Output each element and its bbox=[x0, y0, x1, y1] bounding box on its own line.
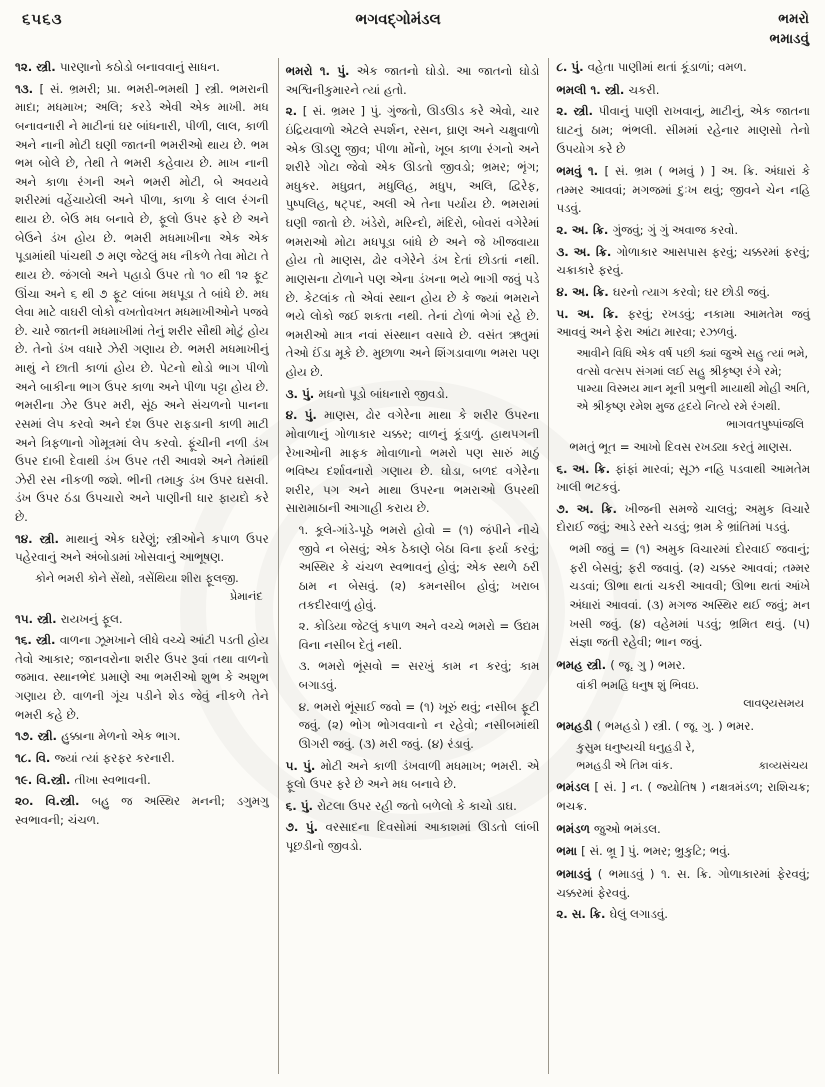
verse-attribution: કાવ્યસંચય bbox=[758, 758, 809, 772]
guide-word-first: ભમરો bbox=[778, 11, 809, 27]
headword: ભમાડવું bbox=[556, 866, 598, 881]
dict-entry: ૨. [ સં. ભ્રમર ] પું. ગુંજતો, ઊડઊડ કરે એવો, ચાર ઇંદ્રિયવાળો એટલે સ્પર્શન, રસન, ઘ્રાણ અને ચક્ષુવાળો એક ઊડણુ જીવ; પીળા મોંનો, ખૂબ કાળા રંગનો અને શરીરે ગોટા જેવો એક ઊડતો જીવડો; ભ્રમર; ભૃંગ; મધુકર. મધુવ્રત, મધુલિહ, મધુપ, અલિ, દ્વિરેફ, પુષ્પલિહ, ષટ્પદ, અલી એ તેના પર્યાય છે. ભમરામાં ઘણી જાતો છે. ખંડેરો, મરિન્દો, મંદિરો, બોવરાં વગેરેમાં ભમરાઓ મોટા મધપૂડા બાંધે છે અને જે ખીજવાયા હોય તો માણસ, ઢોર વગેરેને ડંખ દેતાં છોડતાં નથી. માણસના ટોળાને પણ એના ડંખના ભયે ભાગી જવું પડે છે. કેટલાંક તો એવાં સ્થાન હોય છે કે જ્યાં ભમરાને ભયે લોકો જઈ શકતા નથી. તેનાં ટોળાં ભેગાં રહે છે. ભમરીઓ માત્ર નવાં સંસ્થાન વસાવે છે. વસંત ઋતુમાં તેઓ ઈંડા મૂકે છે. મુછાળા અને શિંગડાવાળા ભમરા પણ હોય છે. bbox=[285, 104, 540, 379]
headword: ૧૬. સ્ત્રી. bbox=[15, 633, 60, 648]
headword: ૪. અ. ક્રિ. bbox=[556, 284, 613, 299]
dict-entry: ૧૭. સ્ત્રી. હુક્કાના મેળનો એક ભાગ. bbox=[15, 729, 181, 744]
dict-verse: કુસુમ ધનુષ્યચી ધનુહડી રે, bbox=[576, 740, 695, 754]
headword: ૨. સ્ત્રી. bbox=[556, 104, 599, 119]
dict-headentry: ભમા [ સં. ભ્રૂ ] પું. ભમર; ભ્રુકુટિ; ભવું. bbox=[556, 844, 731, 859]
headword: ૫. પું. bbox=[285, 758, 321, 773]
dict-attribution: લાવણ્યસમય bbox=[743, 697, 805, 711]
dict-idiom: ભમતું ભૂત = આખો દિવસ રખડ્યા કરતું માણસ. bbox=[569, 439, 793, 454]
dict-headentry: ભમરો ૧. પું. એક જાતનો ઘોડો. આ જાતનો ઘોડો અશ્વિનીકુમારને ત્યાં હતો. bbox=[285, 64, 540, 97]
headword: ૧૫. સ્ત્રી. bbox=[15, 611, 61, 626]
dict-headentry: ભમાડવું ( ભમાડવું ) ૧. સ. ક્રિ. ગોળાકારમાં ફેરવવું; ચક્કરમાં ફેરવવું. bbox=[556, 866, 811, 900]
guide-words bbox=[770, 10, 809, 49]
dict-headentry: ભમંડળ જુઓ ભમંડલ. bbox=[556, 821, 661, 836]
headword: ૨૦. વિ.સ્ત્રી. bbox=[15, 794, 92, 809]
dict-entry: ૪. પું. માણસ, ઢોર વગેરેના માથા કે શરીર ઉપરના મોવાળાનું ગોળાકાર ચક્કર; વાળનું કૂંડાળું. હાથપગની રેખાઓની માફક મોવાળાનો ભમરો પણ સારું માઠું ભવિષ્ય દર્શાવનારો ગણાય છે. ઘોડા, બળદ વગેરેના શરીર, પગ અને માથા ઉપરના ભમરાઓ ઉપરથી સારામાઠાની આગાહી કરાય છે. bbox=[285, 408, 540, 516]
headword: ૨. bbox=[285, 104, 303, 119]
dict-attribution: પ્રેમાનંદ bbox=[229, 589, 263, 603]
dict-idiom: ૪. ભમરો ભૂંસાઈ જવો = (૧) ખૂરું થવું; નસીબ ફૂટી જવું. (૨) ભોગ ભોગવવાનો ન રહેવો; નસીબમાંથી ઊગરી જવું. (૩) મરી જવું. (૪) રંડાવું. bbox=[298, 699, 540, 751]
page-number: ૬૫૬૩ bbox=[22, 10, 63, 28]
dict-headentry: ભમવું ૧. [ સં. ભ્રમ ( ભમવું ) ] અ. ક્રિ. અંધારાં કે તમ્મર આવવાં; મગજમાં દુઃખ થવું; જીવને ચેન નહિ પડવું. bbox=[556, 164, 811, 216]
dict-entry: ૧૫. સ્ત્રી. રાયખનું ફૂલ. bbox=[15, 611, 123, 626]
dict-entry: ૫. પું. મોટી અને કાળી ડંખવાળી મધમાખ; ભમરી. એ ફૂલો ઉપર ફરે છે અને મધ બનાવે છે. bbox=[285, 758, 540, 792]
dict-entry: ૮. પું. વહેતા પાણીમાં થતાં કૂંડાળાં; વમળ. bbox=[556, 60, 747, 74]
dict-entry: ૭. અ. ક્રિ. ખીજની સમજે ચાલવું; અમુક વિચારે દોરાઈ જવું; આડે રસ્તે ચડવું; ભ્રમ કે ભ્રાંતિમાં પડવું. bbox=[556, 501, 811, 535]
dict-attribution: ભાગવતપુષ્પાંજલિ bbox=[726, 418, 805, 432]
headword: ૬. પું. bbox=[285, 798, 318, 813]
dict-entry: ૧૯. વિ.સ્ત્રી. તીખા સ્વભાવની. bbox=[15, 772, 151, 787]
headword: ૭. અ. ક્રિ. bbox=[556, 501, 625, 516]
dict-entry: ૫. અ. ક્રિ. ફરવું; રખડવું; નકામા આમતેમ જવું આવવું અને ફેરા આંટા મારવા; રઝળવું. bbox=[556, 306, 811, 340]
headword: ૭. પું. bbox=[285, 820, 326, 835]
headword: ૨. અ. ક્રિ. bbox=[556, 223, 613, 237]
headword: ભમહડી bbox=[556, 719, 597, 734]
dict-entry: ૧૪. સ્ત્રી. માથાનું એક ઘરેણું; સ્ત્રીઓને કપાળ ઉપર પહેરવાનું અને અંબોડામાં ખોસવાનું આભૂષણ. bbox=[15, 531, 269, 565]
dict-verse: કોને ભમરી કોને સેંથો, ત્રસેંથિયા શીરા ફૂલજી. bbox=[35, 571, 239, 585]
headword: ભમા bbox=[556, 844, 582, 859]
dict-verse: વત્સો વત્સપ સંગમાં લઈ સહુ શ્રીકૃષ્ણ રંગે રમે; bbox=[576, 364, 782, 378]
dict-verse: એ શ્રીકૃષ્ણ રમેશ મુજ હૃદયે નિત્યે રમે રંગથી. bbox=[576, 400, 781, 414]
dict-verse: વાંકી ભમહિ ધનુષ શું ભિવઇ. bbox=[576, 679, 700, 693]
column-3 bbox=[548, 58, 819, 1074]
headword: ભમંડલ bbox=[556, 780, 595, 795]
dict-entry: ૩. અ. ક્રિ. ગોળાકાર આસપાસ ફરવું; ચક્કરમાં ફરવું; ચક્રાકારે ફરવું. bbox=[556, 244, 811, 278]
headword: ૫. અ. ક્રિ. bbox=[556, 306, 628, 321]
headword: ૩. અ. ક્રિ. bbox=[556, 244, 617, 259]
dict-idiom: ભમી જવું = (૧) અમુક વિચારમાં દોરવાઈ જવાનું; ફરી બેસવું; ફરી જવાવું. (૨) ચક્કર આવવાં; તમ્મર ચડવાં; ઊભા થતાં ચકરી આવવી; ઊભા થતાં આંખે અંધારાં આવવાં. (૩) મગજ અસ્થિર થઈ જવું; મન ખસી જવું. (૪) વહેમમાં પડવું; ભ્રમિત થવું. (૫) સંજ્ઞા જતી રહેવી; ભાન જવું. bbox=[569, 542, 811, 650]
headword: ૩. પું. bbox=[285, 386, 319, 401]
headword: ૪. પું. bbox=[285, 408, 325, 423]
dict-entry: ૨. સ. ક્રિ. ઘેલું લગાડવું. bbox=[556, 907, 668, 922]
headword: ૧૮. વિ. bbox=[15, 750, 55, 765]
headword: ૧૭. સ્ત્રી. bbox=[15, 729, 62, 744]
dict-headentry: ભમહ સ્ત્રી. ( જૂ. ગુ ) ભમર. bbox=[556, 657, 686, 672]
dict-entry: ૨૦. વિ.સ્ત્રી. બહુ જ અસ્થિર મનની; ડગુમગુ સ્વભાવની; ચંચળ. bbox=[15, 794, 269, 827]
dict-entry: ૧૨. સ્ત્રી. પારણાનો કઠોડો બનાવવાનું સાધન. bbox=[15, 60, 220, 74]
headword: ભમહ સ્ત્રી. bbox=[556, 657, 611, 672]
dict-headentry: ભમહડી ( ભમહડો ) સ્ત્રી. ( જૂ. ગુ. ) ભમર. bbox=[556, 719, 755, 734]
headword: ૨. સ. ક્રિ. bbox=[556, 907, 610, 922]
dict-entry: ૧૮. વિ. જ્યાં ત્યાં ફરફર કરનારી. bbox=[15, 750, 175, 765]
dict-verse: ભમહડી એ તિમ વાંક. કાવ્યસંચય bbox=[556, 757, 810, 775]
dict-entry: ૪. અ. ક્રિ. ઘરનો ત્યાગ કરવો; ઘર છોડી જવું. bbox=[556, 284, 770, 299]
dict-idiom: ૩. ભમરો ભૂંસવો = સરખું કામ ન કરવું; કામ બગાડવું. bbox=[298, 659, 540, 692]
headword: ૧૩. bbox=[15, 81, 40, 96]
dict-entry: ૨. અ. ક્રિ. ગુંજવું; ગું ગું અવાજ કરવો. bbox=[556, 223, 739, 237]
headword: ૬. અ. ક્રિ. bbox=[556, 461, 616, 476]
dict-entry: ૨. સ્ત્રી. પીવાનું પાણી રાખવાનું, માટીનું, એક જાતના ઘાટનું ઠામ; ભંભલી. સીમમાં રહેનાર માણસો તેનો ઉપયોગ કરે છે bbox=[556, 104, 811, 156]
dict-verse: પામ્યા વિસ્મય માન મૂની પ્રભુની માયાથી મોહી અતિ, bbox=[576, 382, 810, 396]
dict-verse: આવીને વિધિ એક વર્ષ પછી ક્યાં જુએ સહુ ત્યાં ભમે, bbox=[576, 346, 809, 360]
headword: ભમલી ૧. સ્ત્રી. bbox=[556, 82, 629, 97]
dict-headentry: ભમલી ૧. સ્ત્રી. ચકરી. bbox=[556, 82, 660, 97]
dict-headentry: ભમંડલ [ સં. ] ન. ( જ્યોતિષ ) નક્ષત્રમંડળ; રાશિચક્ર; ભચક્ર. bbox=[556, 780, 810, 814]
page-header bbox=[0, 0, 825, 56]
headword: ૧૯. વિ.સ્ત્રી. bbox=[15, 772, 75, 787]
column-2 bbox=[278, 58, 549, 1074]
column-1 bbox=[8, 58, 278, 1074]
headword: ભમંડળ bbox=[556, 821, 594, 836]
headword: ભમરો ૧. પું. bbox=[285, 64, 357, 78]
dict-idiom: ૨. કોડિયા જેટલું કપાળ અને વચ્ચે ભમરો = ઉદ્યમ વિના નસીબ દેતું નથી. bbox=[298, 619, 540, 652]
headword: ૮. પું. bbox=[556, 60, 588, 74]
dict-entry: ૧૩. [ સં. ભ્રમરી; પ્રા. ભમરી-ભમથી ] સ્ત્રી. ભમરાની માદા; મધમાખ; અલિ; કરડે એવી એક માખી. મધ બનાવનારી ને માટીનાં ઘર બાંધનારી, પીળી, લાલ, કાળી અને નાની મોટી ઘણી જાતની ભમરીઓ થાય છે. ભમ ભમ બોલે છે, તેથી તે ભમરી કહેવાય છે. માખ નાની અને કાળા રંગની અને ભમરી મોટી, બે અવયવે શરીરમાં વહેંચાયેલી અને પીળા, કાળા કે લાલ રંગની થાય છે. બેઉ મધ બનાવે છે, ફૂલો ઉપર ફરે છે અને બેઉને ડંખ હોય છે. ભમરી મધમાખીના એક એક પૂડામાંથી પાંચથી ૭ મણ જેટલું મધ નીકળે તેવા મોટા તે થાય છે. જંગલો અને પહાડો ઉપર તો ૧૦ થી ૧૨ ફૂટ ઊંચા અને ૬ થી ૭ ફૂટ લાંબા મધપૂડા તે બાંધે છે. મધ લેવા માટે વાઘરી લોકો વખતોવખત મધમાખીઓને પજવે છે. ચારે જાતની મધમાખીમાં તેનું શરીર સૌથી મોટું હોય છે. તેનો ડંખ વધારે ઝેરી ગણાય છે. ભમરી મધમાખીનું માથું ને છાતી કાળાં હોય છે. પેટનો થોડો ભાગ પીળો અને બાકીના ભાગ ઉપર કાળા અને પીળા પટ્ટા હોય છે. ભમરીના ઝેર ઉપર મરી, સૂંઠ અને સંચળનો પાનના રસમાં લેપ કરવો અને દંશ ઉપર રાફડાની કાળી માટી અને ત્રિફળાનો ગોમૂત્રમાં લેપ કરવો. ફૂંચીની નળી ડંખ ઉપર દાબી દેવાથી ડંખ ઉપર તરી આવશે અને તેમાંથી ઝેરી રસ નીકળી જશે. ભીની તમાકુ ડંખ ઉપર ઘસવી. ડંખ ઉપર ઠંડા ઉપચારો અને પાણીની ધાર ફાયદો કરે છે. bbox=[15, 81, 269, 524]
dict-entry: ૬. અ. ક્રિ. ફાંફાં મારવાં; સૂઝ નહિ પડવાથી આમતેમ ખાલી ભટકવું. bbox=[556, 461, 811, 495]
dict-entry: ૭. પું. વરસાદના દિવસોમાં આકાશમાં ઊડતો લાંબી પૂછડીનો જીવડો. bbox=[285, 820, 540, 853]
dict-entry: ૧૬. સ્ત્રી. વાળના ઝૂમખાને લીધે વચ્ચે આંટી પડતી હોય તેવો આકાર; જાનવરોના શરીર ઉપર રૂવાં તથા વાળનો જમાવ. સ્થાનભેદ પ્રમાણે આ ભમરીઓ શુભ કે અશુભ ગણાય છે. વાળની ગૂંચ પડીને શેડ જેવું નીકળે તેને ભમરી કહે છે. bbox=[15, 633, 269, 722]
book-title: ભગવદ્ગોમંડલ bbox=[355, 10, 441, 28]
headword: ૧૪. સ્ત્રી. bbox=[15, 531, 66, 546]
headword: ૧૨. સ્ત્રી. bbox=[15, 60, 60, 74]
guide-word-last: ભમાડવું bbox=[769, 30, 809, 47]
dict-entry: ૬. પું. રોટલા ઉપર રહી જતો બળેલો કે કાચો ડાઘ. bbox=[285, 798, 517, 813]
headword: ભમવું ૧. bbox=[556, 164, 605, 179]
dict-entry: ૩. પું. મધનો પૂડો બાંધનારો જીવડો. bbox=[285, 386, 449, 401]
dict-idiom: ૧. કૂલે-ગાંડે-પૂઠે ભમરો હોવો = (૧) જંપીને નીચે જીવે ન બેસવું; એક ઠેકાણે બેઠા વિના ફર્યા કરવું; અસ્થિર કે ચંચળ સ્વભાવનું હોવું; એક સ્થળે ઠરી ઠામ ન બેસવું. (૨) કમનસીબ હોવું; ખરાબ તકદીરવાળું હોવું. bbox=[298, 523, 540, 612]
text-columns bbox=[0, 56, 825, 1080]
